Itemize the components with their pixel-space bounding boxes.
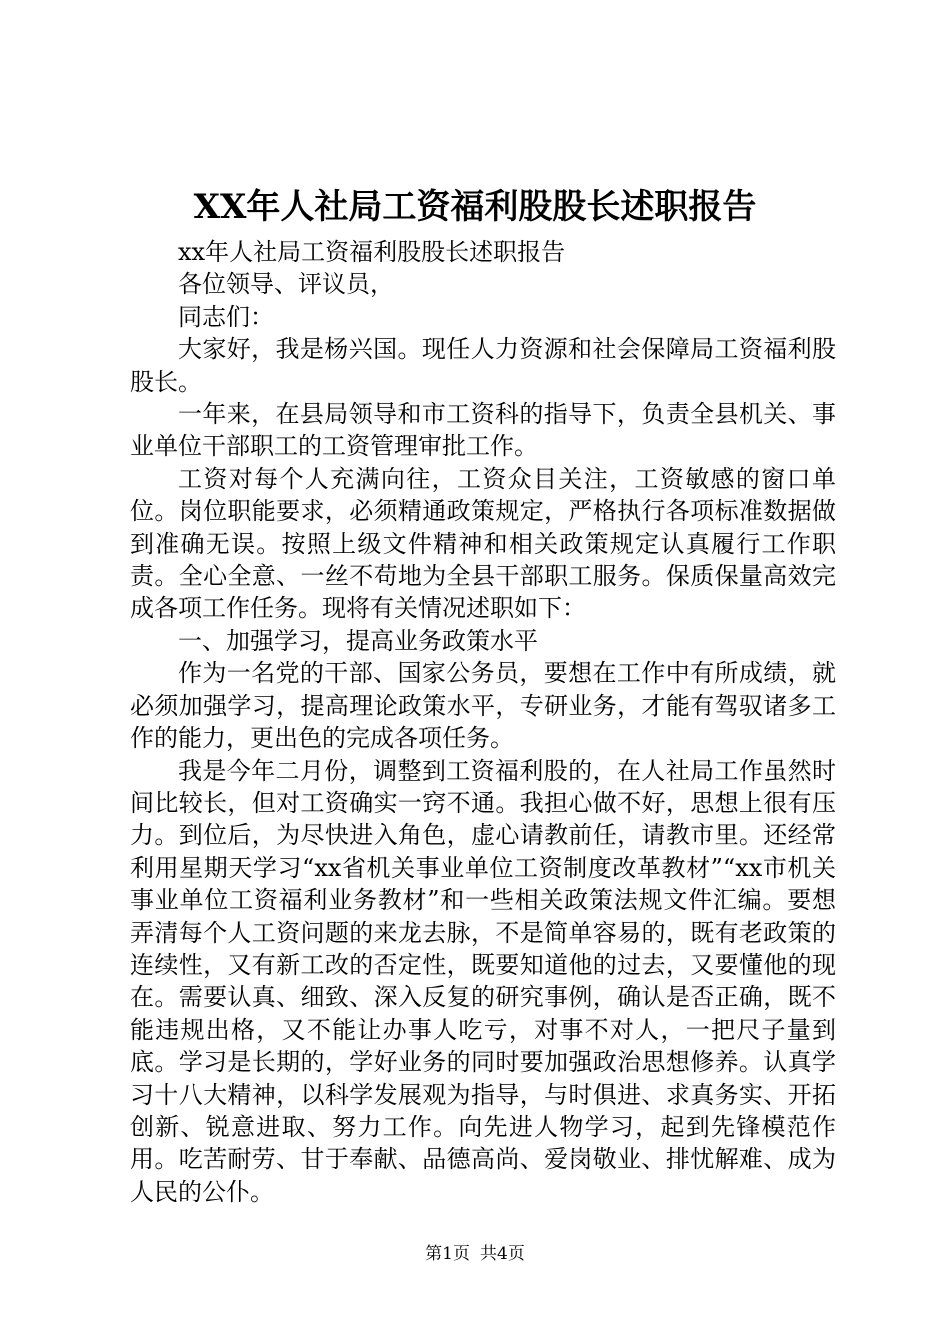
body-paragraph: 一年来，在县局领导和市工资科的指导下，负责全县机关、事业单位干部职工的工资管理审批工作。	[130, 400, 836, 461]
subtitle-line: xx年人社局工资福利股股长述职报告	[178, 238, 566, 266]
page-footer	[0, 1242, 950, 1266]
page-total: 共4页	[480, 1244, 525, 1264]
document-body	[130, 236, 836, 1208]
page-number: 第1页	[425, 1244, 470, 1264]
salutation-line: 同志们：	[178, 302, 274, 331]
body-paragraph: 大家好，我是杨兴国。现任人力资源和社会保障局工资福利股股长。	[130, 335, 836, 396]
document-title: XX年人社局工资福利股股长述职报告	[193, 187, 757, 227]
body-paragraph: 我是今年二月份，调整到工资福利股的，在人社局工作虽然时间比较长，但对工资确实一窍不通。我担心做不好，思想上很有压力。到位后，为尽快进入角色，虚心请教前任，请教市里。还经常利用星期天学习“xx省机关事业单位工资制度改革教材”“xx市机关事业单位工资福利业务教材”和一些相关政策法规文件汇编。要想弄清每个人工资问题的来龙去脉，不是简单容易的，既有老政策的连续性，又有新工改的否定性，既要知道他的过去，又要懂他的现在。需要认真、细致、深入反复的研究事例，确认是否正确，既不能违规出格，又不能让办事人吃亏，对事不对人，一把尺子量到底。学习是长期的，学好业务的同时要加强政治思想修养。认真学习十八大精神，以科学发展观为指导，与时俱进、求真务实、开拓创新、锐意进取、努力工作。向先进人物学习，起到先锋模范作用。吃苦耐劳、甘于奉献、品德高尚、爱岗敬业、排忧解难、成为人民的公仆。	[130, 756, 836, 1206]
section-heading: 一、加强学习，提高业务政策水平	[178, 626, 538, 655]
body-paragraph: 工资对每个人充满向往，工资众目关注，工资敏感的窗口单位。岗位职能要求，必须精通政策规定，严格执行各项标准数据做到准确无误。按照上级文件精神和相关政策规定认真履行工作职责。全心全意、一丝不苟地为全县干部职工服务。保质保量高效完成各项工作任务。现将有关情况述职如下：	[130, 464, 836, 623]
salutation-line: 各位领导、评议员，	[178, 270, 394, 299]
body-paragraph: 作为一名党的干部、国家公务员，要想在工作中有所成绩，就必须加强学习，提高理论政策水平，专研业务，才能有驾驭诸多工作的能力，更出色的完成各项任务。	[130, 659, 836, 753]
